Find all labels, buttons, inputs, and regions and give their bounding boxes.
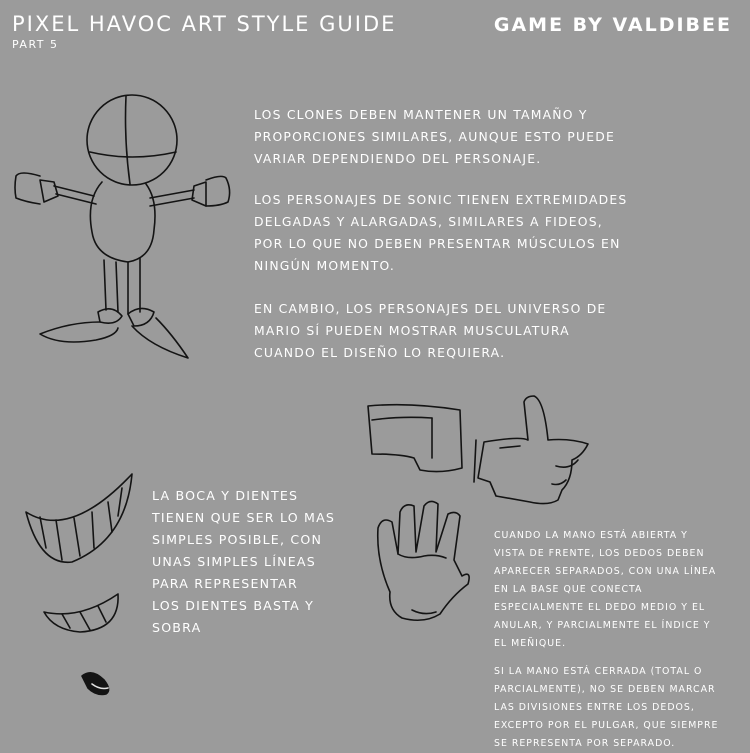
closed-hand-note: SI LA MANO ESTÁ CERRADA (TOTAL O PARCIALMENTE), NO SE DEBEN MARCAR LAS DIVISIONES ENTRE LOS DEDOS, EXCEPTO POR EL PULGAR, QUE SIEMPRE SE REPRESENTA POR SEPARADO. [494,666,719,749]
open-hand-note: CUANDO LA MANO ESTÁ ABIERTA Y VISTA DE FRENTE, LOS DEDOS DEBEN APARECER SEPARADOS, CON UNA LÍNEA EN LA BASE QUE CONECTA ESPECIALMENTE EL DEDO MEDIO Y EL ANULAR, Y PARCIALMENTE EL ÍNDICE Y EL MEÑIQUE. [494,530,717,649]
page-title: PIXEL HAVOC ART STYLE GUIDE [12,12,397,36]
mouth-teeth-note: LA BOCA Y DIENTES TIENEN QUE SER LO MAS SIMPLES POSIBLE, CON UNAS SIMPLES LÍNEAS PARA REPRESENTAR LOS DIENTES BASTA Y SOBRA [152,488,336,635]
part-label: PART 5 [12,38,59,51]
paragraph-mario-muscles: EN CAMBIO, LOS PERSONAJES DEL UNIVERSO DE MARIO SÍ PUEDEN MOSTRAR MUSCULATURA CUANDO EL DISEÑO LO REQUIERA. [254,301,607,360]
paragraph-clone-proportions: LOS CLONES DEBEN MANTENER UN TAMAÑO Y PROPORCIONES SIMILARES, AUNQUE ESTO PUEDE VARIAR DEPENDIENDO DEL PERSONAJE. [254,107,616,166]
game-credit: GAME BY VALDIBEE [493,14,732,36]
paragraph-sonic-limbs: LOS PERSONAJES DE SONIC TIENEN EXTREMIDADES DELGADAS Y ALARGADAS, SIMILARES A FIDEOS, POR LO QUE NO DEBEN PRESENTAR MÚSCULOS EN NINGÚN MOMENTO. [254,192,628,273]
